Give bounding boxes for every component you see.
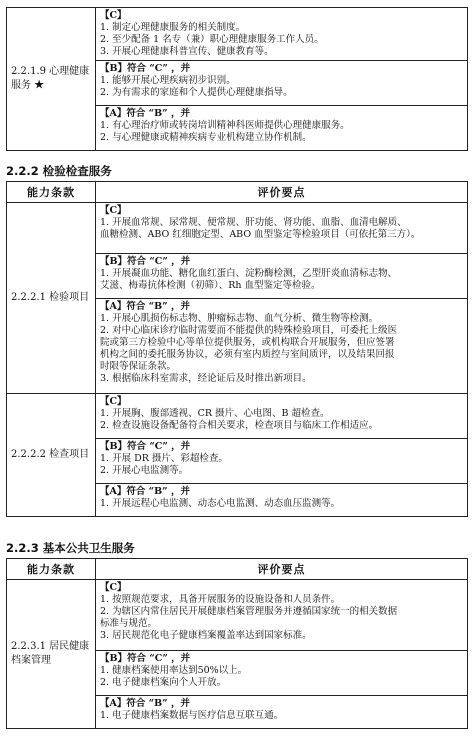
grade-label: 【C】: [100, 10, 127, 21]
grade-label: 【B】符合 “C” ，并: [100, 256, 191, 267]
grade-cell-a: [96, 696, 468, 729]
item-label: 2.2.3.1 居民健康档案管理: [7, 580, 96, 729]
grade-cell-a: [96, 106, 468, 151]
column-header: 评价要点: [96, 182, 468, 203]
grade-cell-c: [96, 8, 468, 61]
grade-label: 【C】: [100, 396, 127, 407]
column-header: 评价要点: [96, 559, 468, 580]
item-label: 2.2.2.2 检查项目: [7, 394, 96, 517]
criterion-line: 机构之间的委托服务协议，必须有室内质控与室间质评，以及结果回报: [100, 349, 395, 360]
criterion-line: 标准与规范。: [100, 618, 158, 629]
criterion-line: 2. 开展心电监测等。: [100, 465, 189, 476]
criterion-line: 血糖检测、ABO 红细胞定型、ABO 血型鉴定等检验项目（可依托第三方）。: [100, 229, 421, 240]
criterion-line: 3. 根据临床科室需求，经论证后及时推出新项目。: [100, 373, 312, 384]
grade-label: 【A】符合 “B” ，并: [100, 108, 190, 119]
grade-cell-c: [96, 580, 468, 651]
table-row: [7, 8, 468, 61]
item-label: 2.2.1.9 心理健康服务 ★: [7, 8, 96, 151]
grade-label: 【A】符合 “B” ，并: [100, 698, 190, 709]
criterion-line: 时限等保证条款。: [100, 361, 177, 372]
grade-label: 【B】符合 “C” ，并: [100, 441, 191, 452]
criterion-line: 1. 有心理治疗师或转岗培训精神科医师提供心理健康服务。: [100, 120, 350, 131]
grade-cell-c: [96, 394, 468, 439]
criterion-line: 1. 开展胸、腹部透视、CR 摄片、心电图、B 超检查。: [100, 408, 330, 419]
grade-cell-b: [96, 651, 468, 696]
criterion-line: 2. 对中心临床诊疗临时需要而不能提供的特殊检验项目，可委托上级医: [100, 325, 398, 336]
table-row: [7, 394, 468, 439]
criterion-line: 2. 检查设施设备配备符合相关要求，检查项目与临床工作相适应。: [100, 420, 379, 431]
grade-label: 【B】符合 “C” ，并: [100, 63, 191, 74]
criterion-line: 1. 开展远程心电监测、动态心电监测、动态血压监测等。: [100, 498, 341, 509]
criterion-line: 院或第三方检验中心等单位提供服务，或机构联合开展服务，但应签署: [100, 337, 395, 348]
criterion-line: 1. 开展血常规、尿常规、便常规、肝功能、肾功能、血脂、血清电解质、: [100, 217, 407, 228]
criterion-line: 2. 至少配备 1 名专（兼）职心理健康服务工作人员。: [100, 34, 324, 45]
section-heading: 2.2.2 检验检查服务: [6, 164, 112, 178]
table-header-row: [7, 182, 468, 203]
grade-cell-b: [96, 254, 468, 299]
table-row: [7, 203, 468, 254]
criterion-line: 1. 制定心理健康服务的相关制度。: [100, 22, 246, 33]
grade-label: 【C】: [100, 582, 127, 593]
criterion-line: 2. 为有需求的家庭和个人提供心理健康指导。: [100, 87, 293, 98]
criterion-line: 3. 居民规范化电子健康档案覆盖率达到国家标准。: [100, 630, 312, 641]
grade-cell-a: [96, 484, 468, 517]
grade-cell-a: [96, 299, 468, 394]
table-lab-exam: [6, 181, 468, 517]
criterion-line: 1. 开展凝血功能、糖化血红蛋白、淀粉酶检测，乙型肝炎血清标志物、: [100, 268, 398, 279]
criterion-line: 1. 健康档案使用率达到50%以上。: [100, 665, 248, 676]
table-mental-health: [6, 7, 468, 151]
table-public-health: [6, 558, 468, 729]
criterion-line: 1. 开展 DR 摄片、彩超检查。: [100, 453, 228, 464]
criterion-line: 1. 按照规范要求，具备开展服务的设施设备和人员条件。: [100, 594, 341, 605]
grade-cell-b: [96, 61, 468, 106]
criterion-line: 2. 与心理健康或精神疾病专业机构建立协作机制。: [100, 132, 312, 143]
table-header-row: [7, 559, 468, 580]
column-header: 能力条款: [7, 182, 96, 203]
criterion-line: 1. 开展心肌损伤标志物、肿瘤标志物、血气分析、微生物等检测。: [100, 313, 379, 324]
grade-label: 【B】符合 “C” ，并: [100, 653, 191, 664]
criterion-line: 2. 为辖区内常住居民开展健康档案管理服务并遵循国家统一的相关数据: [100, 606, 398, 617]
criterion-line: 1. 电子健康档案数据与医疗信息互联互通。: [100, 710, 284, 721]
table-row: [7, 580, 468, 651]
criterion-line: 艾滋、梅毒抗体检测（初筛）、Rh 血型鉴定等检验。: [100, 280, 321, 291]
grade-label: 【C】: [100, 205, 127, 216]
criterion-line: 3. 开展心理健康科普宣传、健康教育等。: [100, 46, 274, 57]
criterion-line: 2. 电子健康档案向个人开放。: [100, 677, 227, 688]
grade-label: 【A】符合 “B” ，并: [100, 301, 190, 312]
grade-label: 【A】符合 “B” ，并: [100, 486, 190, 497]
column-header: 能力条款: [7, 559, 96, 580]
grade-cell-c: [96, 203, 468, 254]
item-label: 2.2.2.1 检验项目: [7, 203, 96, 394]
grade-cell-b: [96, 439, 468, 484]
criterion-line: 1. 能够开展心理疾病初步识别。: [100, 75, 236, 86]
section-heading: 2.2.3 基本公共卫生服务: [6, 541, 135, 555]
